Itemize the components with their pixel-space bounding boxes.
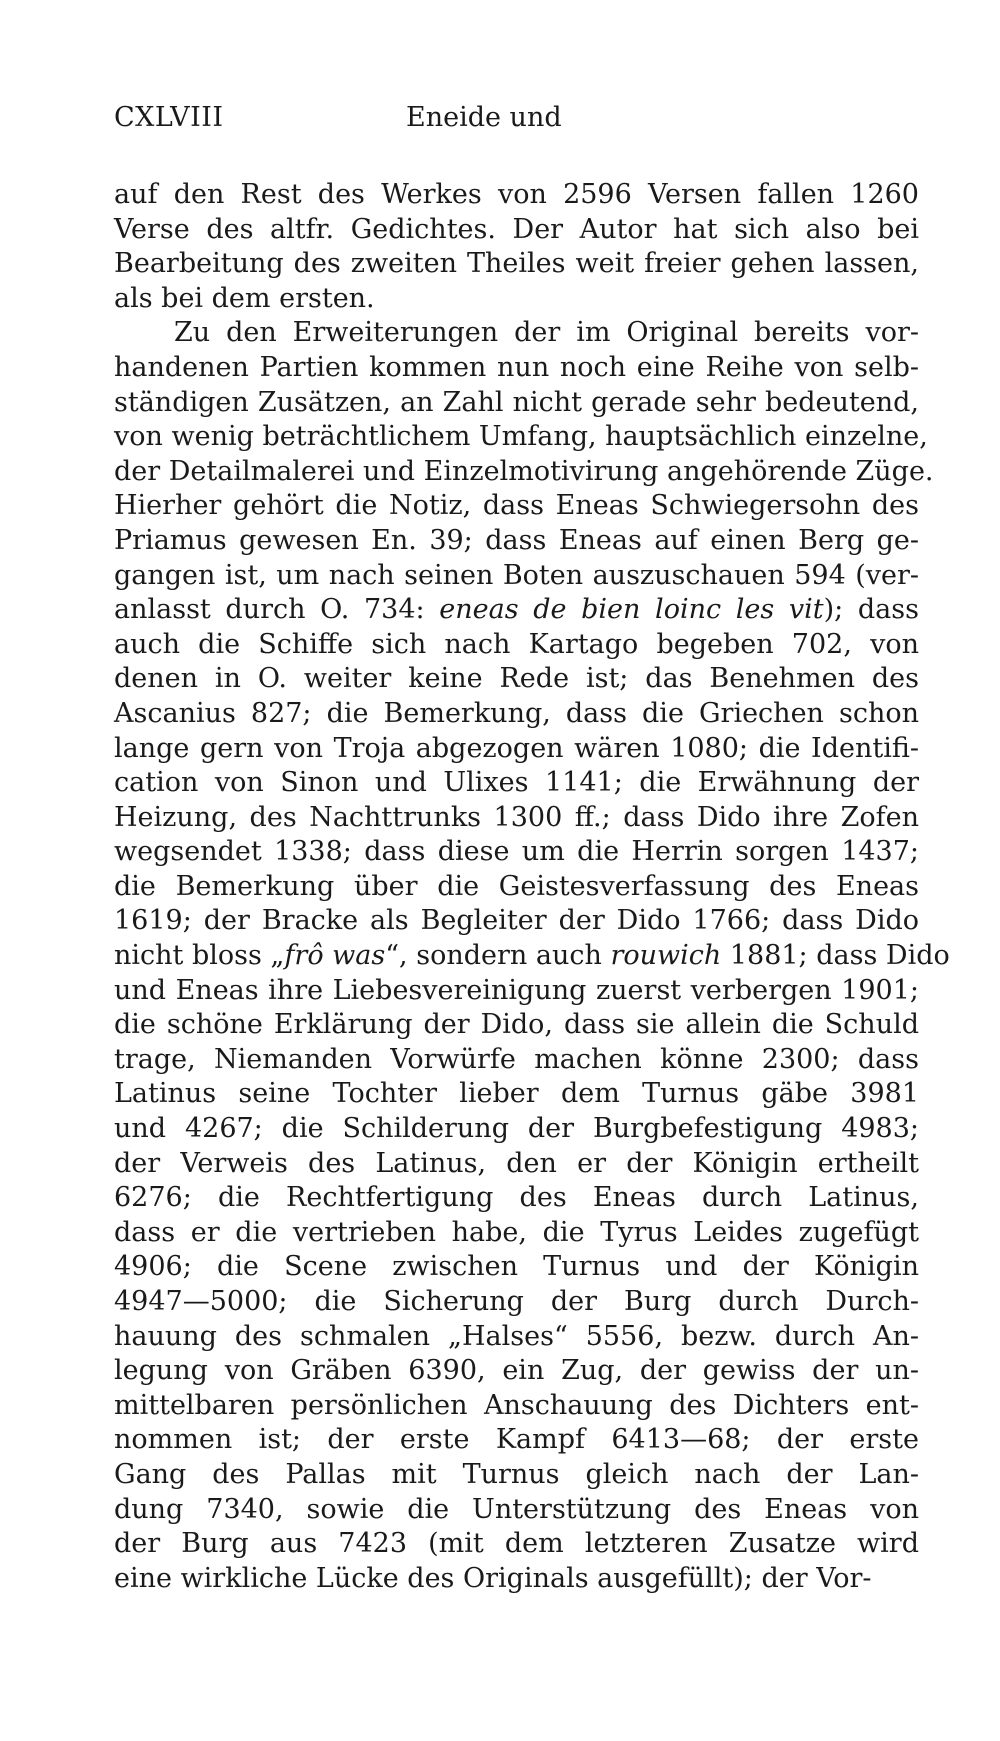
text-line: 4906; die Scene zwischen Turnus und der Königin (114, 1251, 919, 1283)
body-text (114, 178, 950, 1596)
text-line: eine wirkliche Lücke des Originals ausgefüllt); der Vor- (114, 1562, 872, 1594)
text-line: von wenig beträchtlichem Umfang, hauptsächlich einzelne, (114, 421, 928, 453)
italic-quotation: frô was (284, 940, 386, 972)
italic-quotation: rouwich (610, 940, 722, 972)
text-line: lange gern von Troja abgezogen wären 1080; die Identifi- (114, 732, 919, 764)
text-line: ständigen Zusätzen, an Zahl nicht gerade sehr bedeutend, (114, 386, 919, 418)
text-line: denen in O. weiter keine Rede ist; das Benehmen des (114, 663, 919, 695)
text-segment: “, sondern auch (385, 940, 611, 972)
text-line: legung von Gräben 6390, ein Zug, der gewiss der un- (114, 1355, 919, 1387)
text-line: Ascanius 827; die Bemerkung, dass die Griechen schon (114, 697, 919, 729)
text-line: dung 7340, sowie die Unterstützung des Eneas von (114, 1493, 919, 1525)
text-line: die schöne Erklärung der Dido, dass sie allein die Schuld (114, 1009, 919, 1041)
text-line: trage, Niemanden Vorwürfe machen könne 2300; dass (114, 1043, 919, 1075)
running-head (114, 102, 919, 138)
text-line: handenen Partien kommen nun noch eine Reihe von selb- (114, 351, 919, 383)
text-line: auch die Schiffe sich nach Kartago begeben 702, von (114, 628, 919, 660)
italic-quotation: eneas de bien loinc les vit (439, 594, 824, 626)
text-line: der Verweis des Latinus, den er der Königin ertheilt (114, 1147, 919, 1179)
text-line: hauung des schmalen „Halses“ 5556, bezw. durch An- (114, 1320, 919, 1352)
text-line: Priamus gewesen En. 39; dass Eneas auf einen Berg ge- (114, 524, 919, 556)
text-line: nommen ist; der erste Kampf 6413—68; der erste (114, 1424, 919, 1456)
text-segment: 1881; dass Dido (721, 940, 950, 972)
text-line: Bearbeitung des zweiten Theiles weit freier gehen lassen, (114, 248, 919, 280)
text-line (114, 593, 919, 628)
text-line: Heizung, des Nachttrunks 1300 ff.; dass Dido ihre Zofen (114, 801, 919, 833)
running-title: Eneide und (406, 102, 562, 133)
text-line: Verse des altfr. Gedichtes. Der Autor hat sich also bei (114, 213, 919, 245)
text-segment: nicht bloss „ (114, 940, 285, 972)
text-line: und 4267; die Schilderung der Burgbefestigung 4983; (114, 1113, 919, 1145)
text-line: gangen ist, um nach seinen Boten auszuschauen 594 (ver- (114, 559, 919, 591)
page-number: CXLVIII (114, 102, 224, 133)
text-line: als bei dem ersten. (114, 282, 375, 314)
text-line: auf den Rest des Werkes von 2596 Versen fallen 1260 (114, 179, 919, 210)
text-line: cation von Sinon und Ulixes 1141; die Erwähnung der (114, 767, 919, 799)
text-line: der Detailmalerei und Einzelmotivirung angehörende Züge. (114, 455, 934, 487)
text-line: 4947—5000; die Sicherung der Burg durch Durch- (114, 1286, 919, 1317)
text-line: Hierher gehört die Notiz, dass Eneas Schwiegersohn des (114, 490, 919, 522)
text-line: Latinus seine Tochter lieber dem Turnus gäbe 3981 (114, 1078, 919, 1110)
text-line (114, 939, 950, 974)
text-line: und Eneas ihre Liebesvereinigung zuerst verbergen 1901; (114, 974, 919, 1006)
text-line: 1619; der Bracke als Begleiter der Dido 1766; dass Dido (114, 905, 919, 937)
text-segment: anlasst durch O. 734: (114, 594, 440, 626)
text-line: der Burg aus 7423 (mit dem letzteren Zusatze wird (114, 1528, 919, 1560)
text-line: dass er die vertrieben habe, die Tyrus Leides zugefügt (114, 1216, 919, 1248)
text-line: 6276; die Rechtfertigung des Eneas durch Latinus, (114, 1182, 919, 1214)
text-line: Gang des Pallas mit Turnus gleich nach der Lan- (114, 1458, 919, 1490)
text-line: mittelbaren persönlichen Anschauung des Dichters ent- (114, 1389, 919, 1421)
text-line: wegsendet 1338; dass diese um die Herrin sorgen 1437; (114, 836, 919, 868)
text-line: die Bemerkung über die Geistesverfassung des Eneas (114, 870, 919, 902)
text-line: Zu den Erweiterungen der im Original bereits vor- (174, 317, 919, 349)
text-segment: ); dass (823, 594, 919, 626)
